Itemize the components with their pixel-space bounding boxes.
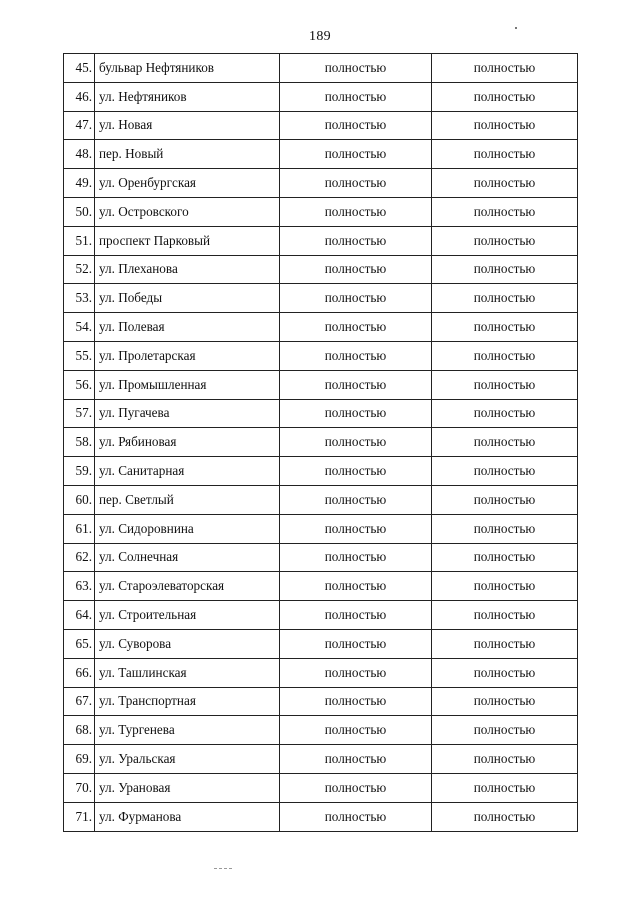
coverage-cell-a: полностью [280, 111, 432, 140]
coverage-cell-a: полностью [280, 428, 432, 457]
table-row [64, 197, 578, 226]
table-row [64, 687, 578, 716]
table-row [64, 341, 578, 370]
table-row [64, 572, 578, 601]
table-row [64, 111, 578, 140]
coverage-cell-b: полностью [432, 197, 578, 226]
street-name: ул. Промышленная [95, 370, 280, 399]
table-row [64, 284, 578, 313]
coverage-cell-b: полностью [432, 687, 578, 716]
row-number: 70. [64, 773, 95, 802]
coverage-cell-b: полностью [432, 514, 578, 543]
coverage-cell-b: полностью [432, 111, 578, 140]
coverage-cell-a: полностью [280, 197, 432, 226]
coverage-cell-b: полностью [432, 428, 578, 457]
coverage-cell-a: полностью [280, 169, 432, 198]
street-name: ул. Санитарная [95, 457, 280, 486]
coverage-cell-b: полностью [432, 399, 578, 428]
street-name: ул. Нефтяников [95, 82, 280, 111]
table-row [64, 543, 578, 572]
row-number: 52. [64, 255, 95, 284]
street-name: ул. Пугачева [95, 399, 280, 428]
coverage-cell-a: полностью [280, 370, 432, 399]
coverage-cell-b: полностью [432, 572, 578, 601]
street-name: пер. Светлый [95, 485, 280, 514]
coverage-cell-b: полностью [432, 54, 578, 83]
row-number: 50. [64, 197, 95, 226]
table-row [64, 255, 578, 284]
table-row [64, 140, 578, 169]
street-name: ул. Ташлинская [95, 658, 280, 687]
street-name: ул. Плеханова [95, 255, 280, 284]
table-row [64, 802, 578, 831]
table-row [64, 226, 578, 255]
street-name: ул. Сидоровнина [95, 514, 280, 543]
street-name: ул. Солнечная [95, 543, 280, 572]
street-name: ул. Уральская [95, 745, 280, 774]
row-number: 55. [64, 341, 95, 370]
row-number: 69. [64, 745, 95, 774]
row-number: 47. [64, 111, 95, 140]
coverage-cell-a: полностью [280, 716, 432, 745]
coverage-cell-a: полностью [280, 284, 432, 313]
street-name: ул. Староэлеваторская [95, 572, 280, 601]
row-number: 46. [64, 82, 95, 111]
street-name: пер. Новый [95, 140, 280, 169]
table-row [64, 485, 578, 514]
coverage-cell-a: полностью [280, 572, 432, 601]
scan-speck [515, 27, 517, 29]
coverage-cell-b: полностью [432, 255, 578, 284]
coverage-cell-a: полностью [280, 255, 432, 284]
row-number: 62. [64, 543, 95, 572]
coverage-cell-a: полностью [280, 658, 432, 687]
row-number: 68. [64, 716, 95, 745]
coverage-cell-a: полностью [280, 341, 432, 370]
row-number: 57. [64, 399, 95, 428]
coverage-cell-a: полностью [280, 485, 432, 514]
street-name: бульвар Нефтяников [95, 54, 280, 83]
coverage-cell-b: полностью [432, 773, 578, 802]
street-name: ул. Полевая [95, 313, 280, 342]
table-row [64, 457, 578, 486]
coverage-cell-a: полностью [280, 687, 432, 716]
street-name: ул. Рябиновая [95, 428, 280, 457]
coverage-cell-a: полностью [280, 745, 432, 774]
table-row [64, 514, 578, 543]
streets-table [63, 53, 578, 832]
table-row [64, 82, 578, 111]
row-number: 65. [64, 629, 95, 658]
row-number: 54. [64, 313, 95, 342]
street-name: ул. Фурманова [95, 802, 280, 831]
coverage-cell-a: полностью [280, 399, 432, 428]
streets-table-body [64, 54, 578, 832]
table-row [64, 601, 578, 630]
footer-scan-mark [214, 868, 232, 870]
table-row [64, 169, 578, 198]
row-number: 66. [64, 658, 95, 687]
street-name: ул. Победы [95, 284, 280, 313]
row-number: 48. [64, 140, 95, 169]
coverage-cell-b: полностью [432, 716, 578, 745]
street-name: ул. Оренбургская [95, 169, 280, 198]
coverage-cell-b: полностью [432, 313, 578, 342]
coverage-cell-a: полностью [280, 629, 432, 658]
table-row [64, 428, 578, 457]
coverage-cell-a: полностью [280, 773, 432, 802]
coverage-cell-b: полностью [432, 82, 578, 111]
coverage-cell-b: полностью [432, 341, 578, 370]
table-row [64, 773, 578, 802]
row-number: 49. [64, 169, 95, 198]
table-row [64, 370, 578, 399]
coverage-cell-a: полностью [280, 82, 432, 111]
coverage-cell-b: полностью [432, 169, 578, 198]
street-name: ул. Пролетарская [95, 341, 280, 370]
coverage-cell-b: полностью [432, 601, 578, 630]
street-name: ул. Новая [95, 111, 280, 140]
coverage-cell-a: полностью [280, 543, 432, 572]
table-row [64, 658, 578, 687]
coverage-cell-b: полностью [432, 284, 578, 313]
row-number: 53. [64, 284, 95, 313]
coverage-cell-a: полностью [280, 514, 432, 543]
row-number: 64. [64, 601, 95, 630]
table-row [64, 399, 578, 428]
row-number: 71. [64, 802, 95, 831]
row-number: 58. [64, 428, 95, 457]
table-row [64, 745, 578, 774]
street-name: ул. Суворова [95, 629, 280, 658]
street-name: ул. Тургенева [95, 716, 280, 745]
coverage-cell-a: полностью [280, 54, 432, 83]
row-number: 59. [64, 457, 95, 486]
street-name: проспект Парковый [95, 226, 280, 255]
street-name: ул. Урановая [95, 773, 280, 802]
coverage-cell-a: полностью [280, 140, 432, 169]
row-number: 63. [64, 572, 95, 601]
street-name: ул. Островского [95, 197, 280, 226]
row-number: 61. [64, 514, 95, 543]
row-number: 45. [64, 54, 95, 83]
street-name: ул. Транспортная [95, 687, 280, 716]
coverage-cell-b: полностью [432, 658, 578, 687]
coverage-cell-b: полностью [432, 370, 578, 399]
coverage-cell-a: полностью [280, 601, 432, 630]
coverage-cell-b: полностью [432, 485, 578, 514]
coverage-cell-a: полностью [280, 226, 432, 255]
page-number: 189 [309, 29, 331, 44]
table-row [64, 716, 578, 745]
table-row [64, 54, 578, 83]
coverage-cell-a: полностью [280, 802, 432, 831]
row-number: 51. [64, 226, 95, 255]
row-number: 56. [64, 370, 95, 399]
coverage-cell-b: полностью [432, 745, 578, 774]
coverage-cell-a: полностью [280, 313, 432, 342]
table-row [64, 629, 578, 658]
coverage-cell-b: полностью [432, 802, 578, 831]
street-name: ул. Строительная [95, 601, 280, 630]
row-number: 67. [64, 687, 95, 716]
coverage-cell-a: полностью [280, 457, 432, 486]
coverage-cell-b: полностью [432, 543, 578, 572]
table-row [64, 313, 578, 342]
coverage-cell-b: полностью [432, 629, 578, 658]
row-number: 60. [64, 485, 95, 514]
coverage-cell-b: полностью [432, 226, 578, 255]
coverage-cell-b: полностью [432, 140, 578, 169]
coverage-cell-b: полностью [432, 457, 578, 486]
